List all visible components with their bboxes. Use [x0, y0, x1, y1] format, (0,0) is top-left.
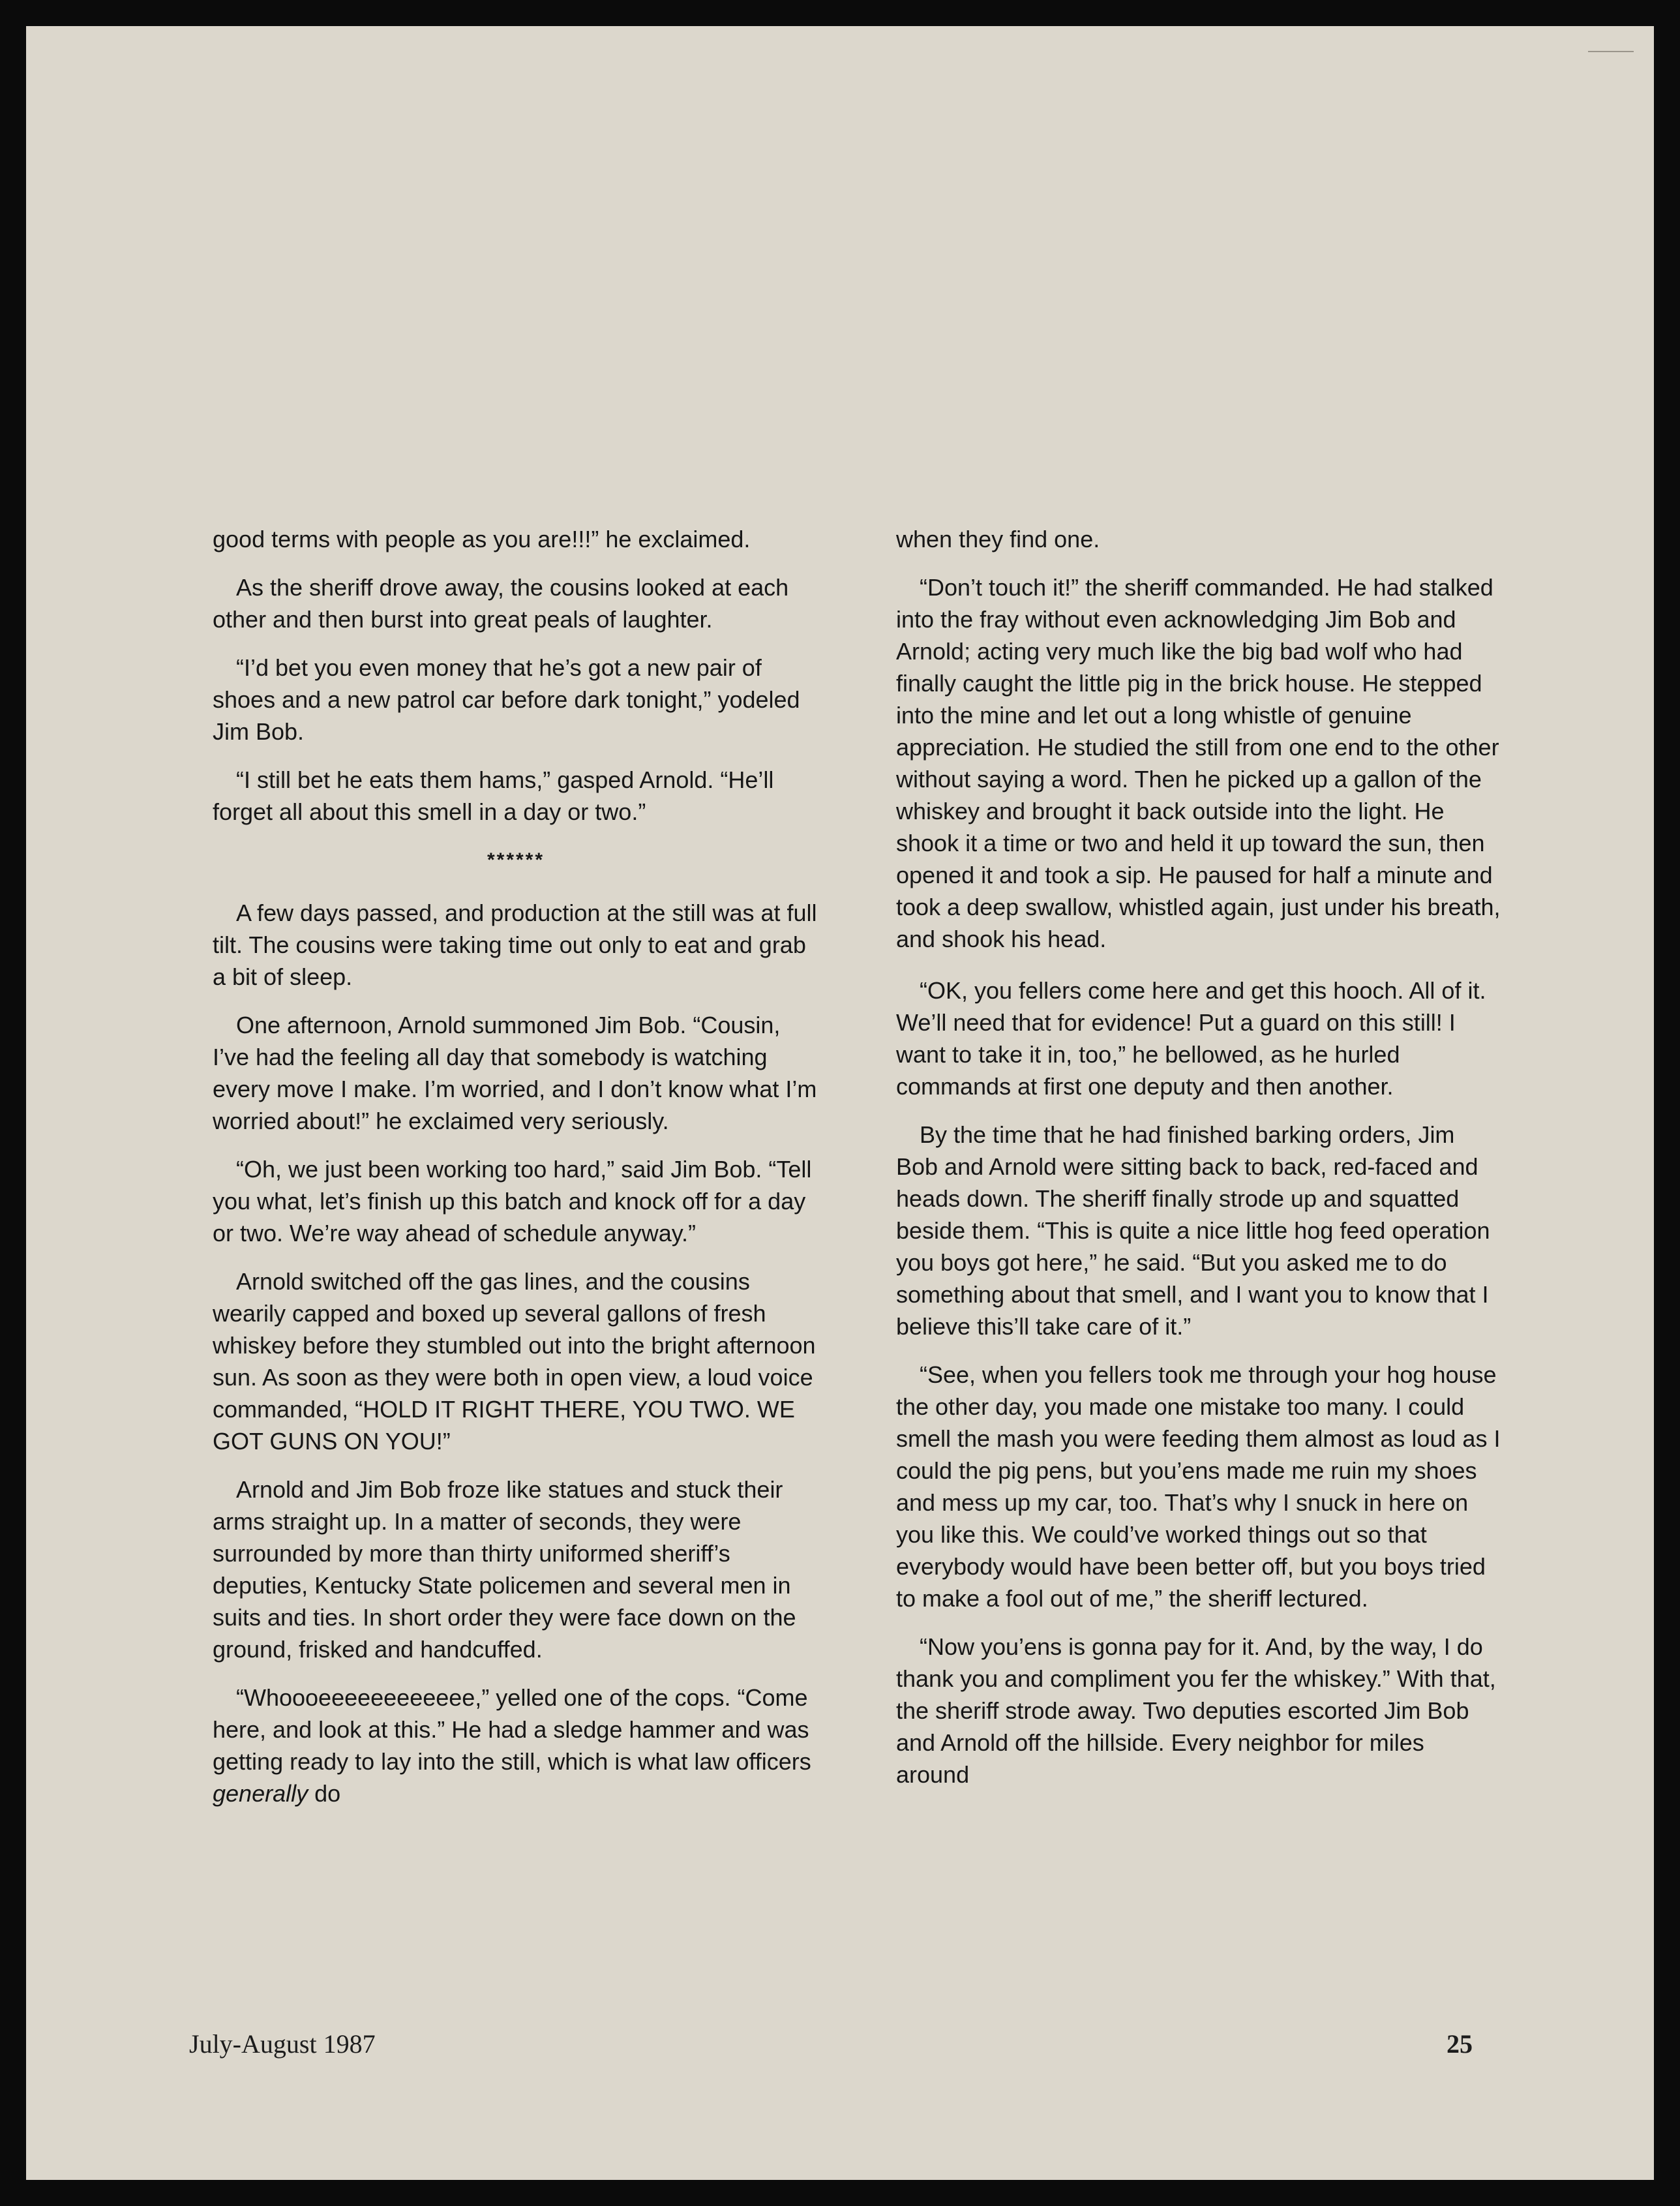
paragraph: By the time that he had finished barking orders, Jim Bob and Arnold were sitting back to back, red-faced and heads down. The sheriff finally strode up and squatted beside them. “This is quite a nice little hog feed operation you boys got here,” he said. “But you asked me to do something about that smell, and I want you to know that I believe this’ll take care of it.” [896, 1121, 1490, 1340]
paragraph: “See, when you fellers took me through your hog house the other day, you made one mistake too many. I could smell the mash you were feeding them almost as loud as I could the pig pens, but you’ens made me ruin my shoes and mess up my car, too. That’s why I snuck in here on you like this. We could’ve worked things out so that everybody would have been better off, but you boys tried to make a fool out of me,” the sheriff lectured. [896, 1361, 1501, 1612]
right-column [896, 523, 1503, 1807]
paragraph: when they find one. [896, 526, 1100, 552]
paragraph: “OK, you fellers come here and get this hooch. All of it. We’ll need that for evidence! Put a guard on this still! I want to take it in, too,” he bellowed, as he hurled commands at first one deputy and then another. [896, 977, 1486, 1100]
paragraph: One afternoon, Arnold summoned Jim Bob. “Cousin, I’ve had the feeling all day that somebody is watching every move I make. I’m worried, and I don’t know what I’m worried about!” he exclaimed very seriously. [213, 1012, 817, 1134]
emphasis-text: generally [213, 1780, 308, 1807]
paragraph: “Oh, we just been working too hard,” said Jim Bob. “Tell you what, let’s finish up this batch and knock off for a day or two. We’re way ahead of schedule anyway.” [213, 1156, 812, 1247]
paragraph: Arnold and Jim Bob froze like statues and stuck their arms straight up. In a matter of seconds, they were surrounded by more than thirty uniformed sheriff’s deputies, Kentucky State policemen and several men in suits and ties. In short order they were face down on the ground, frisked and handcuffed. [213, 1476, 796, 1663]
paragraph: “I still bet he eats them hams,” gasped Arnold. “He’ll forget all about this smell in a day or two.” [213, 766, 774, 825]
paragraph: “Don’t touch it!” the sheriff commanded. He had stalked into the fray without even acknowledging Jim Bob and Arnold; acting very much like the big bad wolf who had finally caught the little pig in the brick house. He stepped into the mine and let out a long whistle of genuine appreciation. He studied the still from one end to the other without saying a word. Then he picked up a gallon of the whiskey and brought it back outside into the light. He shook it a time or two and held it up toward the sun, then opened it and took a sip. He paused for half a minute and took a deep swallow, whistled again, just under his breath, and shook his head. [896, 574, 1501, 952]
paragraph-text: “Whoooeeeeeeeeeeee,” yelled one of the cops. “Come here, and look at this.” He had a sledge hammer and was getting ready to lay into the still, which is what law officers [213, 1684, 811, 1775]
paragraph [213, 1682, 819, 1809]
magazine-page [26, 26, 1654, 2180]
paragraph: As the sheriff drove away, the cousins looked at each other and then burst into great peals of laughter. [213, 574, 789, 633]
page-edge-mark [1588, 51, 1634, 52]
paragraph-text: do [308, 1780, 341, 1807]
issue-date: July-August 1987 [189, 2029, 376, 2059]
paragraph: “Now you’ens is gonna pay for it. And, by the way, I do thank you and compliment you fer the whiskey.” With that, the sheriff strode away. Two deputies escorted Jim Bob and Arnold off the hillside. Every neighbor for miles around [896, 1633, 1496, 1788]
paragraph: good terms with people as you are!!!” he exclaimed. [213, 526, 751, 552]
paragraph: A few days passed, and production at the still was at full tilt. The cousins were taking time out only to eat and grab a bit of sleep. [213, 899, 817, 990]
left-column [213, 523, 819, 1826]
paragraph: “I’d bet you even money that he’s got a new pair of shoes and a new patrol car before dark tonight,” yodeled Jim Bob. [213, 654, 800, 745]
section-separator: ****** [487, 849, 545, 871]
paragraph: Arnold switched off the gas lines, and the cousins wearily capped and boxed up several gallons of fresh whiskey before they stumbled out into the bright afternoon sun. As soon as they were both in open view, a loud voice commanded, “HOLD IT RIGHT THERE, YOU TWO. WE GOT GUNS ON YOU!” [213, 1268, 816, 1455]
page-number: 25 [1447, 2029, 1473, 2059]
